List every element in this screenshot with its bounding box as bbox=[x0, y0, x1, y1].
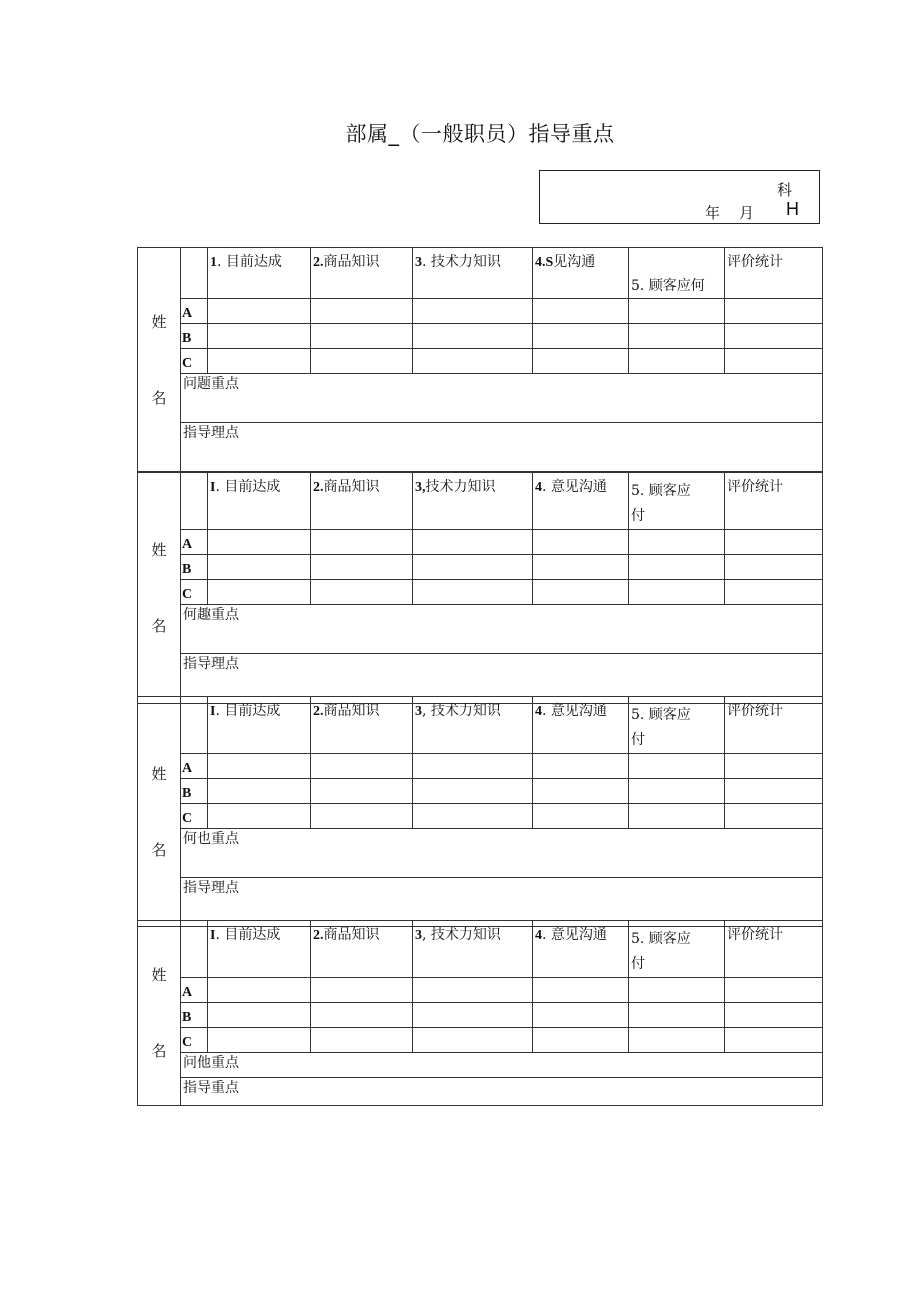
criteria-label: 评价统计 bbox=[727, 254, 783, 270]
name-char-surname: 姓 bbox=[151, 764, 167, 783]
rating-cell[interactable] bbox=[311, 324, 413, 349]
rating-row bbox=[138, 530, 823, 555]
problem-focus-field[interactable] bbox=[181, 829, 823, 878]
rating-cell[interactable] bbox=[629, 1003, 725, 1028]
problem-focus-label: 何也重点 bbox=[183, 831, 239, 847]
criteria-number: 2. bbox=[313, 480, 324, 495]
rating-cell[interactable] bbox=[725, 1003, 823, 1028]
criteria-number: I bbox=[210, 480, 216, 495]
criteria-header bbox=[311, 921, 413, 978]
criteria-label: 5. 顾客应 付 bbox=[631, 483, 691, 524]
rating-cell[interactable] bbox=[533, 754, 629, 779]
name-char-given: 名 bbox=[151, 617, 167, 635]
criteria-label: . 目前达成 bbox=[215, 927, 281, 943]
criteria-label: 5. 顾客应 付 bbox=[631, 931, 691, 972]
criteria-header bbox=[311, 248, 413, 299]
rating-cell[interactable] bbox=[208, 555, 311, 580]
rating-cell[interactable] bbox=[629, 804, 725, 829]
rating-cell[interactable] bbox=[629, 349, 725, 374]
name-char-given: 名 bbox=[151, 388, 167, 407]
rating-row bbox=[138, 1003, 823, 1028]
rating-cell[interactable] bbox=[725, 1028, 823, 1053]
grade-label: A bbox=[181, 530, 208, 555]
criteria-label: , 技术力知识 bbox=[422, 703, 501, 719]
rating-cell[interactable] bbox=[725, 530, 823, 555]
criteria-header bbox=[725, 248, 823, 299]
rating-row bbox=[138, 779, 823, 804]
criteria-label: . 意见沟通 bbox=[542, 703, 607, 719]
guidance-focus-label: 指导重点 bbox=[183, 1080, 239, 1096]
criteria-header bbox=[725, 697, 823, 754]
rating-cell[interactable] bbox=[413, 804, 533, 829]
rating-cell[interactable] bbox=[725, 299, 823, 324]
rating-cell[interactable] bbox=[629, 754, 725, 779]
problem-focus-field[interactable] bbox=[181, 1053, 823, 1078]
year-label: 年 bbox=[705, 204, 721, 222]
rating-cell[interactable] bbox=[725, 754, 823, 779]
rating-cell[interactable] bbox=[208, 779, 311, 804]
name-char-surname: 姓 bbox=[151, 966, 167, 984]
rating-cell[interactable] bbox=[208, 754, 311, 779]
name-cell bbox=[138, 473, 181, 704]
criteria-header bbox=[413, 473, 533, 530]
rating-cell[interactable] bbox=[413, 349, 533, 374]
rating-cell[interactable] bbox=[725, 978, 823, 1003]
rating-cell[interactable] bbox=[629, 978, 725, 1003]
problem-focus-field[interactable] bbox=[181, 374, 823, 423]
name-cell bbox=[138, 248, 181, 472]
rating-cell[interactable] bbox=[413, 299, 533, 324]
problem-focus-label: 问他重点 bbox=[183, 1055, 239, 1071]
evaluation-block bbox=[137, 247, 822, 472]
criteria-header bbox=[533, 473, 629, 530]
criteria-header bbox=[413, 697, 533, 754]
criteria-number: 4.S bbox=[535, 255, 554, 270]
criteria-header bbox=[629, 473, 725, 530]
criteria-header bbox=[208, 697, 311, 754]
criteria-number: 3, bbox=[415, 480, 426, 495]
criteria-number: 2. bbox=[313, 255, 324, 270]
criteria-label: . 意见沟通 bbox=[542, 927, 607, 943]
criteria-header bbox=[413, 248, 533, 299]
criteria-number: I bbox=[210, 928, 216, 943]
criteria-label: . 目前达成 bbox=[215, 479, 281, 495]
grade-label: A bbox=[181, 299, 208, 324]
rating-cell[interactable] bbox=[311, 555, 413, 580]
rating-cell[interactable] bbox=[725, 349, 823, 374]
department-unit-label: 科 bbox=[777, 181, 793, 199]
rating-cell[interactable] bbox=[311, 1003, 413, 1028]
name-char-surname: 姓 bbox=[151, 312, 167, 331]
rating-cell[interactable] bbox=[413, 779, 533, 804]
rating-cell[interactable] bbox=[533, 978, 629, 1003]
criteria-number: 4 bbox=[535, 928, 542, 943]
criteria-label: 技术力知识 bbox=[425, 479, 496, 495]
header-blank-cell bbox=[181, 473, 208, 530]
rating-row bbox=[138, 978, 823, 1003]
rating-cell[interactable] bbox=[208, 530, 311, 555]
criteria-label: . 意见沟通 bbox=[542, 479, 607, 495]
rating-cell[interactable] bbox=[629, 299, 725, 324]
rating-cell[interactable] bbox=[533, 804, 629, 829]
rating-cell[interactable] bbox=[311, 1028, 413, 1053]
rating-cell[interactable] bbox=[208, 978, 311, 1003]
criteria-header bbox=[533, 248, 629, 299]
criteria-header bbox=[208, 248, 311, 299]
problem-focus-label: 何趣重点 bbox=[183, 607, 239, 623]
rating-cell[interactable] bbox=[725, 324, 823, 349]
criteria-label: 评价统计 bbox=[727, 927, 783, 943]
criteria-header bbox=[629, 697, 725, 754]
header-blank-cell bbox=[181, 697, 208, 754]
criteria-number: 3 bbox=[415, 928, 422, 943]
rating-cell[interactable] bbox=[311, 349, 413, 374]
criteria-label: . 目前达成 bbox=[215, 703, 281, 719]
criteria-label: 商品知识 bbox=[323, 927, 380, 943]
criteria-label: 见沟通 bbox=[553, 254, 596, 270]
rating-cell[interactable] bbox=[629, 1028, 725, 1053]
evaluation-table bbox=[137, 696, 823, 927]
rating-cell[interactable] bbox=[725, 804, 823, 829]
criteria-number: 4 bbox=[535, 704, 542, 719]
rating-row bbox=[138, 804, 823, 829]
criteria-header bbox=[629, 248, 725, 299]
criteria-header bbox=[311, 697, 413, 754]
criteria-header bbox=[208, 921, 311, 978]
rating-cell[interactable] bbox=[533, 349, 629, 374]
name-cell bbox=[138, 697, 181, 927]
header-blank-cell bbox=[181, 921, 208, 978]
rating-cell[interactable] bbox=[533, 299, 629, 324]
rating-cell[interactable] bbox=[533, 1028, 629, 1053]
rating-cell[interactable] bbox=[311, 299, 413, 324]
criteria-label: 商品知识 bbox=[323, 254, 380, 270]
grade-label: C bbox=[181, 1028, 208, 1053]
grade-label: B bbox=[181, 324, 208, 349]
grade-label: B bbox=[181, 1003, 208, 1028]
rating-cell[interactable] bbox=[413, 580, 533, 605]
rating-cell[interactable] bbox=[208, 349, 311, 374]
criteria-label: 商品知识 bbox=[323, 479, 380, 495]
criteria-header bbox=[208, 473, 311, 530]
rating-cell[interactable] bbox=[311, 978, 413, 1003]
date-box bbox=[539, 170, 820, 224]
rating-cell[interactable] bbox=[311, 580, 413, 605]
rating-row bbox=[138, 299, 823, 324]
criteria-label: 商品知识 bbox=[323, 703, 380, 719]
rating-cell[interactable] bbox=[413, 324, 533, 349]
rating-cell[interactable] bbox=[413, 555, 533, 580]
criteria-number: 3 bbox=[415, 704, 422, 719]
criteria-header bbox=[311, 473, 413, 530]
rating-cell[interactable] bbox=[311, 779, 413, 804]
rating-cell[interactable] bbox=[311, 754, 413, 779]
criteria-label: 5. 顾客应 付 bbox=[631, 707, 691, 748]
guidance-focus-label: 指导理点 bbox=[183, 880, 239, 896]
evaluation-table bbox=[137, 247, 823, 472]
rating-cell[interactable] bbox=[413, 530, 533, 555]
grade-label: A bbox=[181, 754, 208, 779]
grade-label: C bbox=[181, 349, 208, 374]
criteria-header bbox=[629, 921, 725, 978]
grade-label: C bbox=[181, 804, 208, 829]
rating-cell[interactable] bbox=[533, 580, 629, 605]
page-title: 部属_（一般职员）指导重点 bbox=[345, 122, 615, 146]
rating-cell[interactable] bbox=[311, 804, 413, 829]
criteria-label: . 目前达成 bbox=[217, 254, 282, 270]
rating-cell[interactable] bbox=[413, 1028, 533, 1053]
guidance-focus-field[interactable] bbox=[181, 1078, 823, 1106]
criteria-number: 4 bbox=[535, 480, 542, 495]
criteria-header bbox=[725, 473, 823, 530]
criteria-header bbox=[533, 697, 629, 754]
criteria-header bbox=[533, 921, 629, 978]
grade-label: B bbox=[181, 555, 208, 580]
rating-cell[interactable] bbox=[533, 324, 629, 349]
rating-cell[interactable] bbox=[629, 580, 725, 605]
criteria-label: , 技术力知识 bbox=[422, 927, 501, 943]
rating-cell[interactable] bbox=[533, 1003, 629, 1028]
rating-cell[interactable] bbox=[208, 580, 311, 605]
evaluation-table bbox=[137, 920, 823, 1106]
grade-label: C bbox=[181, 580, 208, 605]
name-cell bbox=[138, 921, 181, 1106]
rating-cell[interactable] bbox=[725, 555, 823, 580]
rating-cell[interactable] bbox=[533, 530, 629, 555]
problem-focus-label: 问题重点 bbox=[183, 376, 239, 392]
rating-cell[interactable] bbox=[311, 530, 413, 555]
criteria-label: 5. 顾客应何 bbox=[631, 278, 705, 294]
rating-cell[interactable] bbox=[208, 299, 311, 324]
name-char-given: 名 bbox=[151, 1042, 167, 1060]
rating-cell[interactable] bbox=[208, 324, 311, 349]
evaluation-table bbox=[137, 472, 823, 704]
criteria-number: 2. bbox=[313, 928, 324, 943]
rating-cell[interactable] bbox=[629, 779, 725, 804]
month-label: 月 bbox=[739, 204, 755, 222]
criteria-number: I bbox=[210, 704, 216, 719]
name-char-surname: 姓 bbox=[151, 541, 167, 559]
rating-cell[interactable] bbox=[629, 555, 725, 580]
criteria-label: 评价统计 bbox=[727, 703, 783, 719]
rating-cell[interactable] bbox=[629, 324, 725, 349]
rating-row bbox=[138, 1028, 823, 1053]
rating-cell[interactable] bbox=[413, 754, 533, 779]
evaluation-block bbox=[137, 920, 822, 1106]
rating-cell[interactable] bbox=[208, 1028, 311, 1053]
evaluation-block bbox=[137, 472, 822, 704]
rating-row bbox=[138, 580, 823, 605]
criteria-label: 评价统计 bbox=[727, 479, 783, 495]
rating-row bbox=[138, 555, 823, 580]
criteria-header bbox=[725, 921, 823, 978]
criteria-header bbox=[413, 921, 533, 978]
rating-cell[interactable] bbox=[533, 779, 629, 804]
rating-row bbox=[138, 754, 823, 779]
grade-label: A bbox=[181, 978, 208, 1003]
day-label: H bbox=[786, 199, 799, 219]
rating-cell[interactable] bbox=[413, 978, 533, 1003]
rating-cell[interactable] bbox=[208, 804, 311, 829]
rating-cell[interactable] bbox=[208, 1003, 311, 1028]
problem-focus-field[interactable] bbox=[181, 605, 823, 654]
rating-cell[interactable] bbox=[629, 530, 725, 555]
grade-label: B bbox=[181, 779, 208, 804]
rating-cell[interactable] bbox=[725, 580, 823, 605]
rating-cell[interactable] bbox=[725, 779, 823, 804]
name-char-given: 名 bbox=[151, 840, 167, 859]
criteria-number: 2. bbox=[313, 704, 324, 719]
guidance-focus-field[interactable] bbox=[181, 423, 823, 472]
rating-row bbox=[138, 349, 823, 374]
criteria-label: . 技术力知识 bbox=[422, 254, 501, 270]
header-blank-cell bbox=[181, 248, 208, 299]
criteria-number: 1 bbox=[210, 255, 217, 270]
guidance-focus-label: 指导理点 bbox=[183, 425, 239, 441]
evaluation-block bbox=[137, 696, 822, 927]
rating-cell[interactable] bbox=[413, 1003, 533, 1028]
criteria-number: 3 bbox=[415, 255, 422, 270]
guidance-focus-label: 指导理点 bbox=[183, 656, 239, 672]
rating-row bbox=[138, 324, 823, 349]
rating-cell[interactable] bbox=[533, 555, 629, 580]
